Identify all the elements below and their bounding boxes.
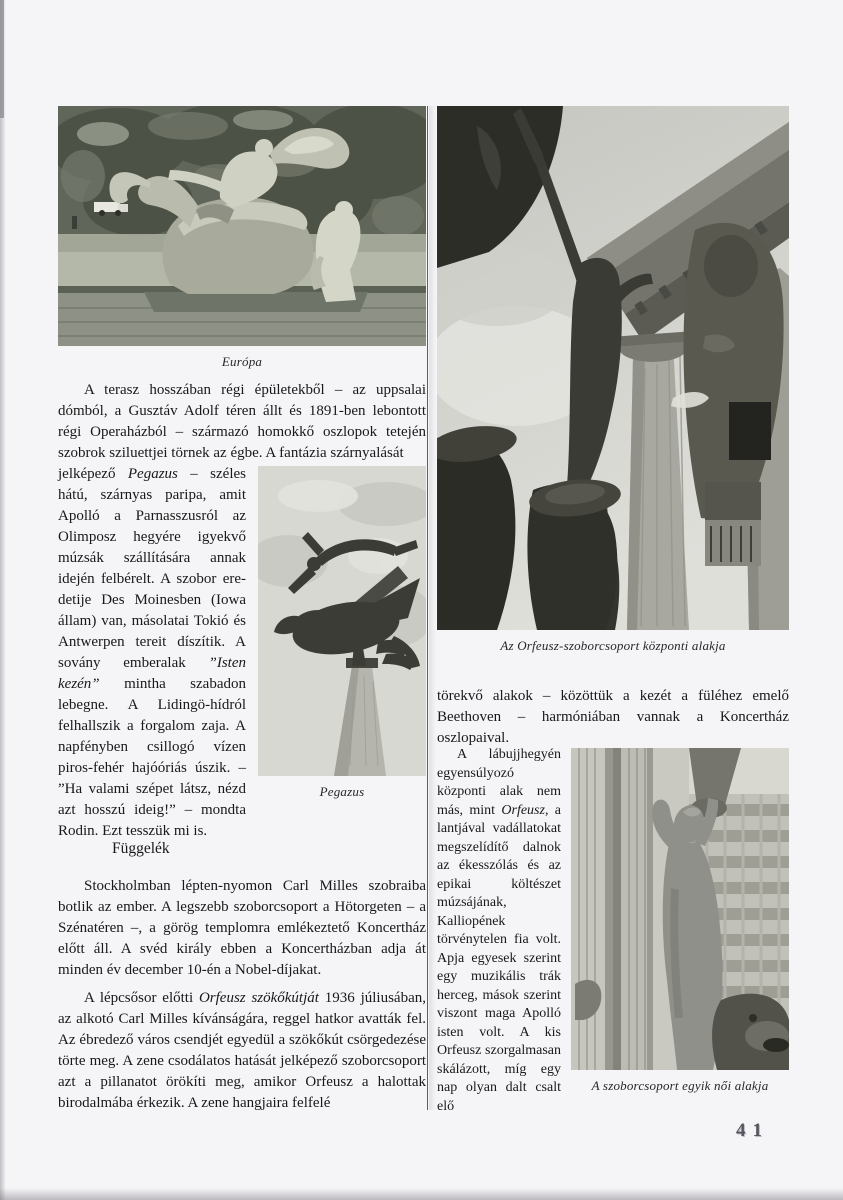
paragraph-terasz-start: A terasz hosszában régi épületekből – az uppsalai dómból, a Gusztáv Adolf téren állt és 1891-ben lebontott régi Operaházból – származó homokkő oszlopok tetején szobrok sziluettjei törnek az égbe. A fantázia szárnyalását [58,382,426,461]
column-divider-line [427,106,428,1110]
paragraph-terasz [58,380,426,842]
paragraph-lepcsosor: A lépcsősor előtti Orfeusz szökőkútját 1936 júliusában, az alkotó Carl Milles kívánságára, reggel hatkor avatták fel. Az ébredező város csendjét egyedül a szökőkút csörgedezése törte meg. A zene csodálatos hatását jelképező szoborcsoport azt a pillanatot örökíti meg, amikor Orfeusz a halottak birodalmába érkezik. A zene hangjaira felfelé [58,990,426,1111]
pegazus-caption: Pegazus [319,784,365,799]
scan-left-edge-shadow [0,0,6,1200]
scan-bottom-edge-shadow [0,1188,843,1200]
figure-europa [58,106,426,370]
paragraph-stockholm: Stockholmban lépten-nyomon Carl Milles szobraiba botlik az ember. A legszebb szoborcsoport a Hötorgeten – a Szénatéren –, a görög templomra emlékeztető Koncertház előtt áll. A svéd király ebben a Koncertházban adja át minden év december 10-én a Nobel-díjakat. [58,878,426,978]
figure-orfeusz [437,106,789,654]
europa-photo [58,106,426,346]
page-number: 41 [736,1120,769,1141]
paragraph-labujjhegyen: A lábujjhegyén egyensúlyozó központi alak nem más, mint Orfeusz, a lantjával vadállatokat megszelídítő dalnok az ékesszólás és az epikai költészet múzsájának, Kalliopének törvénytelen fia volt. Apja egyesek szerint egy muzikális trák herceg, mások szerint viszont maga Apolló isten volt. A kis Orfeusz szorgalmasan skálázott, míg egy nap olyan dalt csalt elő [437,747,561,1114]
paragraph-torekvo: törekvő alakok – közöttük a kezét a füléhez emelő Beethoven – harmóniában vannak a Koncertház oszlopaival. [437,688,789,746]
paragraph-terasz-wrap [58,464,426,842]
orfeusz-caption: Az Orfeusz-szoborcsoport központi alakja [500,638,726,653]
scan-left-edge-dark-mark [0,0,4,118]
section-heading: Függelék [112,840,170,857]
noi-alak-photo [571,748,789,1070]
figure-noi-alak [571,748,789,1094]
paragraph-terasz-rest: jelképező Pegazus – széles hátú, szárnyas paripa, amit Apolló a Parnasszusról az Olimposz hegyére igyekvő múzsák szállítására annak idején felbérelt. A szobor ere-detije Des Moinesben (Iowa állam) van, másolatai Tokió és Antwerpen tereit díszítik. A sovány emberalak ”Isten kezén” mintha szabadon lebegne. A Lidingö-hídról felhallszik a forgalom zaja. A napfényben csillogó vízen piros-fehér hajóóriás úszik. – ”Ha valami szépet látsz, nézd azt hosszú ideig!” – mondta Rodin. Ezt tesszük mi is. [58,466,246,839]
orfeusz-photo [437,106,789,630]
column-divider-shadow [429,106,436,1110]
block-labujjhegyen [437,746,789,1116]
figure-pegazus [258,466,426,800]
noi-alak-caption: A szoborcsoport egyik női alakja [591,1078,769,1093]
right-column [437,106,789,1176]
pegazus-photo [258,466,426,776]
left-column [58,106,426,1176]
europa-caption: Európa [221,354,263,369]
